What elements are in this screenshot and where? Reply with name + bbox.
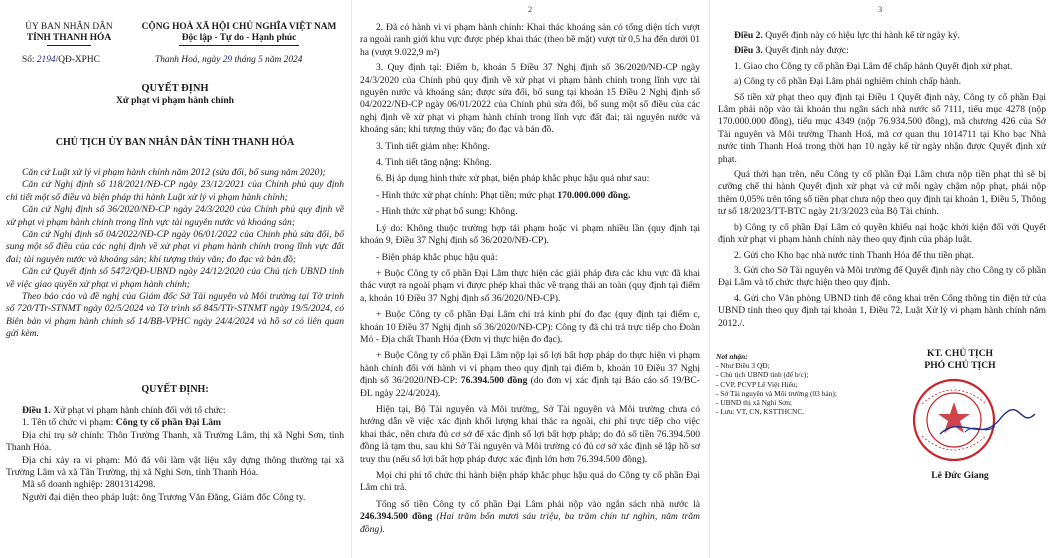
decision-heading: QUYẾT ĐỊNH: [141, 384, 209, 395]
basis-item: Căn cứ Nghị định số 36/2020/NĐ-CP ngày 24/3/2020 của Chính phủ quy định về xử phạt vi phạm hành chính trong lĩnh vực tài nguyên nước và khoáng sản; [6, 204, 344, 228]
remedy-item: + Buộc Công ty cổ phần Đại Lâm chi trả kinh phí đo đạc (quy định tại điểm c, khoản 10 Điều 37 Nghị định số 36/2020/NĐ-CP): Công ty đã chi trả trực tiếp cho Đoàn Mỏ - Địa chất Thanh Hóa (Đơn vị thực hiện đo đạc). [360, 309, 700, 345]
article-1: Điều 1. Xử phạt vi phạm hành chính đối với tổ chức: 1. Tên tổ chức vi phạm: Công ty cổ phần Đại Lâm Địa chỉ trụ sở chính: Thôn Trường Thanh, xã Trường Lâm, thị xã Nghi Sơn, tỉnh Thanh Hóa. Địa chỉ xảy ra vi phạm: Mỏ đá vôi làm vật liệu xây dựng thông thường tại xã Trường Lâm và xã Tân Trường, thị xã Nghi Sơn, tỉnh Thanh Hóa. Mã số doanh nghiệp: 2801314298. Người đại diện theo pháp luật: ông Trương Văn Đăng, Giám đốc Công ty. [6, 405, 344, 503]
doc-number-value: 2194 [36, 55, 56, 65]
violation-site: Địa chỉ xảy ra vi phạm: Mỏ đá vôi làm vật liệu xây dựng thông thường tại xã Trường Lâm và xã Tân Trường, thị xã Nghi Sơn, tỉnh Thanh Hóa. [6, 454, 344, 479]
page-1 [0, 0, 350, 558]
recipients-title: Nơi nhận: [716, 352, 748, 361]
page-3 [710, 0, 1054, 558]
motto: Độc lập - Tự do - Hạnh phúc [181, 33, 297, 43]
recipient-item: - Lưu: VT, CN, KSTTHCNC. [716, 407, 805, 417]
signer-name: Lê Đức Giang [931, 470, 989, 481]
signature-block [870, 348, 1050, 482]
fine-amount: 170.000.000 đồng. [557, 189, 631, 201]
org-hq: Địa chỉ trụ sở chính: Thôn Trường Thanh, xã Trường Lâm, thị xã Nghi Sơn, tỉnh Thanh Hóa. [6, 429, 344, 454]
basis-item: Theo báo cáo và đề nghị của Giám đốc Sở Tài nguyên và Môi trường tại Tờ trình số 720/TTr-STNMT ngày 02/5/2024 và Tờ trình số 845/TTr-STNMT ngày 19/5/2024, có Biên bản vi phạm hành chính số 14/BB-VPHC ngày 24/4/2024 và hồ sơ có liên quan gửi kèm. [6, 291, 344, 340]
seal-stamp-icon [914, 380, 994, 460]
sign-role-2: PHÓ CHỦ TỊCH [924, 360, 996, 371]
issuer-title: CHỦ TỊCH ỦY BAN NHÂN DÂN TỈNH THANH HÓA [55, 137, 295, 148]
sign-role-1: KT. CHỦ TỊCH [926, 348, 993, 359]
decision-subtitle: Xử phạt vi phạm hành chính [116, 95, 234, 106]
page-number-3: 3 [878, 4, 883, 14]
title-block [0, 82, 350, 107]
recipient-item: - UBND thị xã Nghi Sơn; [716, 398, 792, 408]
remedy-item: + Buộc Công ty cổ phần Đại Lâm nộp lại số lợi bất hợp pháp do thực hiện vi phạm hành chính đối với hành vi vi phạm theo quy định tại điểm b, khoản 10 Điều 37 Nghị định số 36/2020/NĐ-CP: 76.394.500 đồng (do đơn vị xác định tại Báo cáo số 19/BC-ĐL ngày 22/4/2024). [360, 350, 700, 399]
agency-line-1: ỦY BAN NHÂN DÂN [25, 22, 113, 32]
page-2 [352, 0, 708, 558]
recipients-block [716, 352, 866, 416]
place-date: Thanh Hoá, ngày 29 tháng 5 năm 2024 [155, 55, 303, 65]
total-amount: 246.394.500 đồng [360, 511, 433, 523]
article-3-label: Điều 3. [734, 45, 763, 57]
national-title: CỘNG HOÀ XÃ HỘI CHỦ NGHĨA VIỆT NAM [141, 22, 337, 32]
basis-item: Căn cứ Nghị định số 118/2021/NĐ-CP ngày 23/12/2021 của Chính phủ quy định chi tiết một số điều và biện pháp thi hành Luật xử lý vi phạm hành chính; [6, 179, 344, 203]
article-1-label: Điều 1. [22, 405, 51, 416]
doc-number: Số: 2194/QĐ-XPHC [22, 55, 100, 65]
tax-code: Mã số doanh nghiệp: 2801314298. [22, 479, 156, 491]
illegal-profit-amount: 76.394.500 đồng [460, 375, 528, 387]
basis-item: Căn cứ Nghị định số 04/2022/NĐ-CP ngày 06/01/2022 của Chính phủ sửa đổi, bổ sung một số điều của các nghị định về xử phạt vi phạm hành chính trong lĩnh vực đất đai; tài nguyên nước và khoáng sản; khí tượng thủy văn; đo đạc và bản đồ; [6, 229, 344, 265]
recipient-item: - Như Điều 3 QĐ; [716, 361, 770, 371]
legal-rep: Người đại diện theo pháp luật: ông Trương Văn Đăng, Giám đốc Công ty. [22, 491, 306, 503]
legal-bases [6, 167, 344, 341]
org-name: Công ty cổ phần Đại Lâm [115, 417, 222, 429]
decision-title: QUYẾT ĐỊNH [141, 83, 209, 94]
article-2-label: Điều 2. [734, 30, 763, 41]
recipient-item: - Sở Tài nguyên và Môi trường (03 bản); [716, 388, 837, 398]
page-3-body: Điều 2. Quyết định này có hiệu lực thi hành kể từ ngày ký. Điều 3. Quyết định này được: 1. Giao cho Công ty cổ phần Đại Lâm để chấp hành Quyết định xử phạt. a) Công ty cổ phần Đại Lâm phải nghiêm chỉnh chấp hành. Số tiền xử phạt theo quy định tại Điều 1 Quyết định này, Công ty cổ phần Đại Lâm phải nộp vào tài khoản thu ngân sách nhà nước số 7111, tiểu mục 4278 (nộp 170.000.000 đồng), tiểu mục 4349 (nộp 76.934.500 đồng), mã chương 426 của Sở Tài nguyên và Môi trường Thanh Hoá, mã cơ quan thu 1014711 tại Kho bạc Nhà nước tỉnh Thanh Hoá trong thời hạn 10 ngày kể từ ngày nhận được Quyết định xử phạt. Quá thời hạn trên, nếu Công ty cổ phần Đại Lâm chưa nộp tiền phạt thì sẽ bị cưỡng chế thi hành Quyết định xử phạt và cứ mỗi ngày chậm nộp phạt, phải nộp thêm 0,05% trên tổng số tiền phạt chưa nộp theo quy định tại khoản 1, Điều 5, Thông tư số 18/2023/TT-BTC ngày 21/3/2023 của Bộ Tài chính. b) Công ty cổ phần Đại Lâm có quyền khiếu nại hoặc khởi kiện đối với Quyết định xử phạt vi phạm hành chính này theo quy định của pháp luật. 2. Gửi cho Kho bạc nhà nước tỉnh Thanh Hóa để thu tiền phạt. 3. Gửi cho Sở Tài nguyên và Môi trường để Quyết định này cho Công ty cổ phần Đại Lâm và tổ chức thực hiện theo quy định. 4. Gửi cho Văn phòng UBND tỉnh để công khai trên Cổng thông tin điện tử của UBND tỉnh theo quy định tại khoản 1, Điều 72, Luật Xử lý vi phạm hành chính năm 2012./. [718, 30, 1046, 329]
page-number-2: 2 [528, 4, 533, 14]
recipient-item: - Chủ tịch UBND tỉnh (để b/c); [716, 370, 809, 380]
page-2-body: 2. Đã có hành vi vi phạm hành chính: Khai thác khoáng sản có tổng diện tích vượt ra ngoài ranh giới khu vực được phép khai thác (theo bề mặt) vượt từ 0,5 ha đến dưới 01 ha (vượt 9.022,9 m²) 3. Quy định tại: Điểm b, khoản 5 Điều 37 Nghị định số 36/2020/NĐ-CP ngày 24/3/2020 của Chính phủ quy định về xử phạt vi phạm hành chính trong lĩnh vực tài nguyên nước và khoáng sản; được sửa đổi, bổ sung tại khoản 15 Điều 2 Nghị định số 04/2022/NĐ-CP ngày 06/01/2022 của Chính phủ sửa đổi, bổ sung một số điều của các nghị định về xử phạt vi phạm hành chính trong lĩnh vực đất đai; tài nguyên nước và khoáng sản; khí tượng thủy văn; đo đạc và bản đồ. 3. Tình tiết giảm nhẹ: Không. 4. Tình tiết tăng nặng: Không. 6. Bị áp dụng hình thức xử phạt, biện pháp khắc phục hậu quả như sau: - Hình thức xử phạt chính: Phạt tiền; mức phạt 170.000.000 đồng. - Hình thức xử phạt bổ sung: Không. Lý do: Không thuộc trường hợp tái phạm hoặc vi phạm nhiều lần (quy định tại khoản 9, Điều 37 Nghị định số 36/2020/NĐ-CP). - Biện pháp khắc phục hậu quả: + Buộc Công ty cổ phần Đại Lâm thực hiện các giải pháp đưa các khu vực đã khai thác vượt ra ngoài phạm vi được phép khai thác về trạng thái an toàn (quy định tại điểm a, khoản 10 Điều 37 Nghị định số 36/2020/NĐ-CP). + Buộc Công ty cổ phần Đại Lâm chi trả kinh phí đo đạc (quy định tại điểm c, khoản 10 Điều 37 Nghị định số 36/2020/NĐ-CP): Công ty đã chi trả trực tiếp cho Đoàn Mỏ - Địa chất Thanh Hóa (Đơn vị thực hiện đo đạc). + Buộc Công ty cổ phần Đại Lâm nộp lại số lợi bất hợp pháp do thực hiện vi phạm hành chính đối với hành vi vi phạm theo quy định tại điểm b, khoản 10 Điều 37 Nghị định số 36/2020/NĐ-CP: 76.394.500 đồng (do đơn vị xác định tại Báo cáo số 19/BC-ĐL ngày 22/4/2024). Hiện tại, Bộ Tài nguyên và Môi trường, Sở Tài nguyên và Môi trường chưa có hướng dẫn về việc xác định khối lượng khai thác ra ngoài, chi phí trực tiếp cho việc khai thác, nên chưa đủ cơ sở để xác định số lợi bất hợp pháp; do đó số tiền 76.394.500 đồng là tạm thu, sau khi Sở Tài nguyên và Môi trường có đủ cơ sở xác định sẽ lập hồ sơ truy thu (nếu số lợi bất hợp pháp được xác định lớn hơn 76.394.500 đồng). Mọi chi phí tổ chức thi hành biện pháp khắc phục hậu quả do Công ty cổ phần Đại Lâm chi trả. Tổng số tiền Công ty cổ phần Đại Lâm phải nộp vào ngân sách nhà nước là 246.394.500 đồng (Hai trăm bốn mươi sáu triệu, ba trăm chín tư nghìn, năm trăm đồng). [360, 22, 700, 535]
basis-item: Căn cứ Luật xử lý vi phạm hành chính năm 2012 (sửa đổi, bổ sung năm 2020); [22, 167, 326, 178]
basis-item: Căn cứ Quyết định số 5472/QĐ-UBND ngày 24/12/2020 của Chủ tịch UBND tỉnh về việc giao quyền xử phạt vi phạm hành chính; [6, 266, 344, 290]
official-seal [870, 374, 1050, 466]
agency-line-2: TỈNH THANH HÓA [26, 33, 112, 43]
recipient-item: - CVP, PCVP Lê Việt Hiếu; [716, 379, 798, 389]
remedy-item: + Buộc Công ty cổ phần Đại Lâm thực hiện các giải pháp đưa các khu vực đã khai thác vượt ra ngoài phạm vi được phép khai thác về trạng thái an toàn (quy định tại điểm a, khoản 10 Điều 37 Nghị định số 36/2020/NĐ-CP). [360, 267, 700, 304]
